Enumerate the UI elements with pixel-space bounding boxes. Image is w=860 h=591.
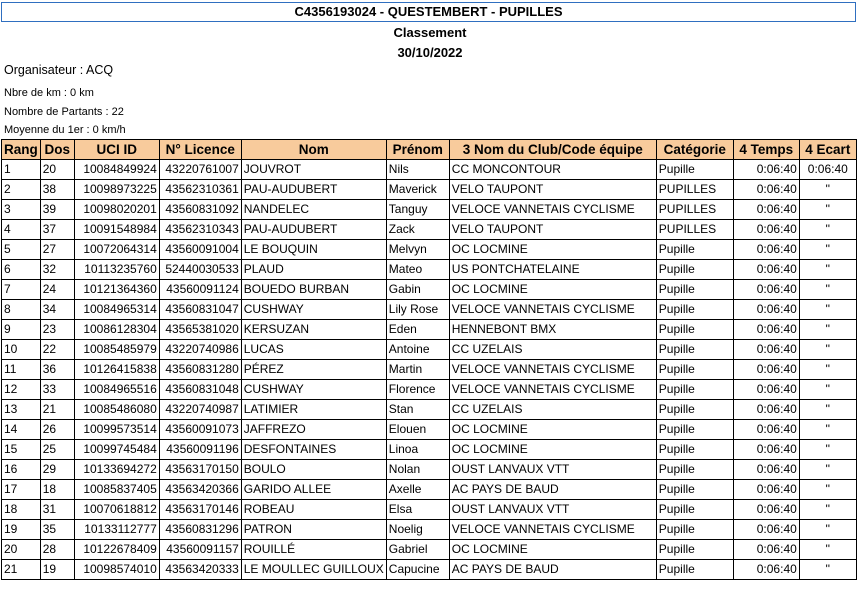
table-row <box>2 160 857 180</box>
cell-ecart: '' <box>799 220 856 240</box>
cell-licence: 43560831092 <box>159 200 241 220</box>
cell-rang: 14 <box>2 420 41 440</box>
cell-ecart: '' <box>799 280 856 300</box>
cell-prenom: Lily Rose <box>386 300 449 320</box>
cell-prenom: Nils <box>386 160 449 180</box>
cell-rang: 9 <box>2 320 41 340</box>
column-header-rang: Rang <box>2 140 41 160</box>
cell-categorie: Pupille <box>656 420 733 440</box>
cell-temps: 0:06:40 <box>733 340 799 360</box>
table-row <box>2 280 857 300</box>
table-body <box>2 160 857 580</box>
cell-rang: 8 <box>2 300 41 320</box>
cell-ecart: '' <box>799 460 856 480</box>
cell-club: VELOCE VANNETAIS CYCLISME <box>449 520 656 540</box>
cell-dos: 22 <box>40 340 74 360</box>
cell-licence: 43220740987 <box>159 400 241 420</box>
cell-rang: 17 <box>2 480 41 500</box>
cell-dos: 27 <box>40 240 74 260</box>
cell-prenom: Martin <box>386 360 449 380</box>
cell-dos: 24 <box>40 280 74 300</box>
cell-uci-id: 10085486080 <box>74 400 159 420</box>
cell-uci-id: 10084965314 <box>74 300 159 320</box>
column-header-ecart: 4 Ecart <box>799 140 856 160</box>
cell-nom: LUCAS <box>241 340 386 360</box>
cell-ecart: '' <box>799 440 856 460</box>
cell-club: VELOCE VANNETAIS CYCLISME <box>449 300 656 320</box>
cell-club: AC PAYS DE BAUD <box>449 480 656 500</box>
cell-club: OUST LANVAUX VTT <box>449 500 656 520</box>
cell-licence: 43560831296 <box>159 520 241 540</box>
cell-club: OC LOCMINE <box>449 280 656 300</box>
cell-prenom: Nolan <box>386 460 449 480</box>
cell-ecart: '' <box>799 340 856 360</box>
cell-prenom: Mateo <box>386 260 449 280</box>
cell-categorie: Pupille <box>656 340 733 360</box>
cell-temps: 0:06:40 <box>733 180 799 200</box>
cell-licence: 52440030533 <box>159 260 241 280</box>
table-row <box>2 220 857 240</box>
km-label: Nbre de km : 0 km <box>4 87 94 99</box>
cell-club: OUST LANVAUX VTT <box>449 460 656 480</box>
table-row <box>2 560 857 580</box>
moyenne-label: Moyenne du 1er : 0 km/h <box>4 124 126 136</box>
cell-temps: 0:06:40 <box>733 200 799 220</box>
cell-categorie: Pupille <box>656 520 733 540</box>
cell-club: AC PAYS DE BAUD <box>449 560 656 580</box>
table-row <box>2 240 857 260</box>
table-row <box>2 180 857 200</box>
cell-rang: 2 <box>2 180 41 200</box>
cell-rang: 15 <box>2 440 41 460</box>
cell-uci-id: 10084849924 <box>74 160 159 180</box>
cell-prenom: Elouen <box>386 420 449 440</box>
cell-rang: 10 <box>2 340 41 360</box>
cell-temps: 0:06:40 <box>733 520 799 540</box>
cell-prenom: Capucine <box>386 560 449 580</box>
cell-licence: 43563170146 <box>159 500 241 520</box>
column-header-prenom: Prénom <box>386 140 449 160</box>
cell-dos: 21 <box>40 400 74 420</box>
cell-dos: 26 <box>40 420 74 440</box>
cell-nom: ROUILLÉ <box>241 540 386 560</box>
cell-licence: 43562310361 <box>159 180 241 200</box>
column-header-categorie: Catégorie <box>656 140 733 160</box>
cell-nom: BOULO <box>241 460 386 480</box>
cell-licence: 43560091004 <box>159 240 241 260</box>
cell-club: OC LOCMINE <box>449 440 656 460</box>
cell-dos: 36 <box>40 360 74 380</box>
cell-categorie: PUPILLES <box>656 180 733 200</box>
cell-club: VELOCE VANNETAIS CYCLISME <box>449 200 656 220</box>
cell-prenom: Melvyn <box>386 240 449 260</box>
cell-categorie: Pupille <box>656 280 733 300</box>
cell-rang: 13 <box>2 400 41 420</box>
cell-ecart: '' <box>799 500 856 520</box>
partants-label: Nombre de Partants : 22 <box>4 106 124 118</box>
cell-temps: 0:06:40 <box>733 240 799 260</box>
cell-categorie: Pupille <box>656 500 733 520</box>
cell-nom: JOUVROT <box>241 160 386 180</box>
cell-nom: NANDELEC <box>241 200 386 220</box>
column-header-uci-id: UCI ID <box>74 140 159 160</box>
cell-nom: LE MOULLEC GUILLOUX <box>241 560 386 580</box>
cell-nom: PAU-AUDUBERT <box>241 180 386 200</box>
cell-prenom: Antoine <box>386 340 449 360</box>
cell-prenom: Noelig <box>386 520 449 540</box>
cell-prenom: Florence <box>386 380 449 400</box>
cell-club: US PONTCHATELAINE <box>449 260 656 280</box>
cell-temps: 0:06:40 <box>733 460 799 480</box>
cell-uci-id: 10133112777 <box>74 520 159 540</box>
cell-licence: 43220740986 <box>159 340 241 360</box>
cell-club: OC LOCMINE <box>449 420 656 440</box>
cell-club: HENNEBONT BMX <box>449 320 656 340</box>
cell-prenom: Elsa <box>386 500 449 520</box>
cell-prenom: Zack <box>386 220 449 240</box>
cell-ecart: '' <box>799 560 856 580</box>
cell-categorie: Pupille <box>656 380 733 400</box>
cell-club: VELOCE VANNETAIS CYCLISME <box>449 360 656 380</box>
cell-ecart: '' <box>799 300 856 320</box>
cell-licence: 43563420366 <box>159 480 241 500</box>
table-row <box>2 400 857 420</box>
column-header-club: 3 Nom du Club/Code équipe <box>449 140 656 160</box>
cell-uci-id: 10121364360 <box>74 280 159 300</box>
cell-club: CC MONCONTOUR <box>449 160 656 180</box>
cell-uci-id: 10133694272 <box>74 460 159 480</box>
cell-dos: 38 <box>40 180 74 200</box>
cell-temps: 0:06:40 <box>733 560 799 580</box>
cell-rang: 11 <box>2 360 41 380</box>
table-row <box>2 440 857 460</box>
cell-uci-id: 10113235760 <box>74 260 159 280</box>
cell-temps: 0:06:40 <box>733 280 799 300</box>
document-date: 30/10/2022 <box>397 45 463 60</box>
cell-temps: 0:06:40 <box>733 420 799 440</box>
table-row <box>2 360 857 380</box>
cell-ecart: '' <box>799 420 856 440</box>
cell-temps: 0:06:40 <box>733 480 799 500</box>
cell-dos: 19 <box>40 560 74 580</box>
cell-ecart: 0:06:40 <box>799 160 856 180</box>
cell-ecart: '' <box>799 200 856 220</box>
cell-uci-id: 10122678409 <box>74 540 159 560</box>
cell-dos: 23 <box>40 320 74 340</box>
cell-temps: 0:06:40 <box>733 500 799 520</box>
cell-categorie: Pupille <box>656 560 733 580</box>
cell-licence: 43560831047 <box>159 300 241 320</box>
cell-temps: 0:06:40 <box>733 260 799 280</box>
cell-rang: 7 <box>2 280 41 300</box>
cell-dos: 18 <box>40 480 74 500</box>
cell-dos: 33 <box>40 380 74 400</box>
document-subtitle: Classement <box>393 25 467 40</box>
cell-club: CC UZELAIS <box>449 400 656 420</box>
cell-club: VELOCE VANNETAIS CYCLISME <box>449 380 656 400</box>
table-row <box>2 320 857 340</box>
cell-temps: 0:06:40 <box>733 360 799 380</box>
table-header-row <box>2 140 857 160</box>
cell-ecart: '' <box>799 480 856 500</box>
cell-licence: 43560091196 <box>159 440 241 460</box>
cell-nom: ROBEAU <box>241 500 386 520</box>
cell-rang: 19 <box>2 520 41 540</box>
cell-nom: PAU-AUDUBERT <box>241 220 386 240</box>
cell-categorie: Pupille <box>656 160 733 180</box>
cell-prenom: Gabriel <box>386 540 449 560</box>
cell-club: VELO TAUPONT <box>449 220 656 240</box>
table-row <box>2 460 857 480</box>
table-row <box>2 340 857 360</box>
table-row <box>2 420 857 440</box>
cell-categorie: Pupille <box>656 480 733 500</box>
cell-nom: BOUEDO BURBAN <box>241 280 386 300</box>
cell-ecart: '' <box>799 360 856 380</box>
document-title: C4356193024 - QUESTEMBERT - PUPILLES <box>1 2 856 22</box>
cell-dos: 29 <box>40 460 74 480</box>
cell-nom: PATRON <box>241 520 386 540</box>
table-row <box>2 540 857 560</box>
cell-temps: 0:06:40 <box>733 160 799 180</box>
cell-rang: 4 <box>2 220 41 240</box>
cell-ecart: '' <box>799 380 856 400</box>
cell-dos: 37 <box>40 220 74 240</box>
cell-prenom: Tanguy <box>386 200 449 220</box>
cell-uci-id: 10099745484 <box>74 440 159 460</box>
cell-nom: PÉREZ <box>241 360 386 380</box>
cell-licence: 43560091073 <box>159 420 241 440</box>
cell-rang: 18 <box>2 500 41 520</box>
cell-temps: 0:06:40 <box>733 320 799 340</box>
cell-licence: 43565381020 <box>159 320 241 340</box>
cell-ecart: '' <box>799 400 856 420</box>
cell-uci-id: 10084965516 <box>74 380 159 400</box>
table-row <box>2 200 857 220</box>
cell-dos: 20 <box>40 160 74 180</box>
cell-categorie: Pupille <box>656 440 733 460</box>
cell-categorie: Pupille <box>656 540 733 560</box>
cell-licence: 43560831280 <box>159 360 241 380</box>
cell-temps: 0:06:40 <box>733 440 799 460</box>
cell-categorie: Pupille <box>656 400 733 420</box>
cell-dos: 35 <box>40 520 74 540</box>
cell-nom: LE BOUQUIN <box>241 240 386 260</box>
cell-categorie: PUPILLES <box>656 200 733 220</box>
cell-prenom: Gabin <box>386 280 449 300</box>
cell-temps: 0:06:40 <box>733 300 799 320</box>
cell-ecart: '' <box>799 540 856 560</box>
cell-club: OC LOCMINE <box>449 240 656 260</box>
column-header-temps: 4 Temps <box>733 140 799 160</box>
cell-uci-id: 10070618812 <box>74 500 159 520</box>
cell-nom: KERSUZAN <box>241 320 386 340</box>
cell-prenom: Eden <box>386 320 449 340</box>
cell-rang: 6 <box>2 260 41 280</box>
cell-nom: GARIDO ALLEE <box>241 480 386 500</box>
cell-rang: 12 <box>2 380 41 400</box>
cell-prenom: Linoa <box>386 440 449 460</box>
cell-ecart: '' <box>799 240 856 260</box>
cell-rang: 21 <box>2 560 41 580</box>
cell-temps: 0:06:40 <box>733 220 799 240</box>
cell-ecart: '' <box>799 260 856 280</box>
cell-ecart: '' <box>799 520 856 540</box>
table-row <box>2 480 857 500</box>
cell-uci-id: 10091548984 <box>74 220 159 240</box>
cell-dos: 31 <box>40 500 74 520</box>
cell-categorie: Pupille <box>656 360 733 380</box>
cell-licence: 43560831048 <box>159 380 241 400</box>
cell-categorie: Pupille <box>656 240 733 260</box>
cell-uci-id: 10086128304 <box>74 320 159 340</box>
cell-uci-id: 10085837405 <box>74 480 159 500</box>
column-header-licence: N° Licence <box>159 140 241 160</box>
cell-dos: 39 <box>40 200 74 220</box>
cell-nom: CUSHWAY <box>241 300 386 320</box>
cell-categorie: Pupille <box>656 300 733 320</box>
cell-club: OC LOCMINE <box>449 540 656 560</box>
cell-nom: DESFONTAINES <box>241 440 386 460</box>
cell-licence: 43220761007 <box>159 160 241 180</box>
cell-nom: CUSHWAY <box>241 380 386 400</box>
column-header-nom: Nom <box>241 140 386 160</box>
cell-uci-id: 10098973225 <box>74 180 159 200</box>
table-row <box>2 520 857 540</box>
table-row <box>2 380 857 400</box>
cell-categorie: PUPILLES <box>656 220 733 240</box>
cell-nom: PLAUD <box>241 260 386 280</box>
cell-nom: JAFFREZO <box>241 420 386 440</box>
cell-uci-id: 10126415838 <box>74 360 159 380</box>
cell-rang: 20 <box>2 540 41 560</box>
table-row <box>2 260 857 280</box>
cell-rang: 5 <box>2 240 41 260</box>
cell-rang: 1 <box>2 160 41 180</box>
cell-categorie: Pupille <box>656 320 733 340</box>
cell-ecart: '' <box>799 320 856 340</box>
cell-dos: 25 <box>40 440 74 460</box>
cell-rang: 3 <box>2 200 41 220</box>
cell-uci-id: 10098020201 <box>74 200 159 220</box>
cell-dos: 34 <box>40 300 74 320</box>
cell-temps: 0:06:40 <box>733 400 799 420</box>
cell-uci-id: 10085485979 <box>74 340 159 360</box>
cell-licence: 43560091124 <box>159 280 241 300</box>
cell-licence: 43562310343 <box>159 220 241 240</box>
cell-nom: LATIMIER <box>241 400 386 420</box>
cell-temps: 0:06:40 <box>733 540 799 560</box>
cell-uci-id: 10072064314 <box>74 240 159 260</box>
cell-temps: 0:06:40 <box>733 380 799 400</box>
cell-uci-id: 10099573514 <box>74 420 159 440</box>
column-header-dos: Dos <box>40 140 74 160</box>
organisateur-label: Organisateur : ACQ <box>4 63 114 77</box>
cell-licence: 43560091157 <box>159 540 241 560</box>
cell-licence: 43563420333 <box>159 560 241 580</box>
cell-rang: 16 <box>2 460 41 480</box>
table-row <box>2 500 857 520</box>
cell-ecart: '' <box>799 180 856 200</box>
cell-licence: 43563170150 <box>159 460 241 480</box>
cell-dos: 32 <box>40 260 74 280</box>
cell-club: CC UZELAIS <box>449 340 656 360</box>
table-row <box>2 300 857 320</box>
cell-prenom: Stan <box>386 400 449 420</box>
cell-dos: 28 <box>40 540 74 560</box>
results-table <box>1 139 857 580</box>
cell-club: VELO TAUPONT <box>449 180 656 200</box>
cell-categorie: Pupille <box>656 460 733 480</box>
cell-uci-id: 10098574010 <box>74 560 159 580</box>
cell-prenom: Axelle <box>386 480 449 500</box>
cell-categorie: Pupille <box>656 260 733 280</box>
cell-prenom: Maverick <box>386 180 449 200</box>
